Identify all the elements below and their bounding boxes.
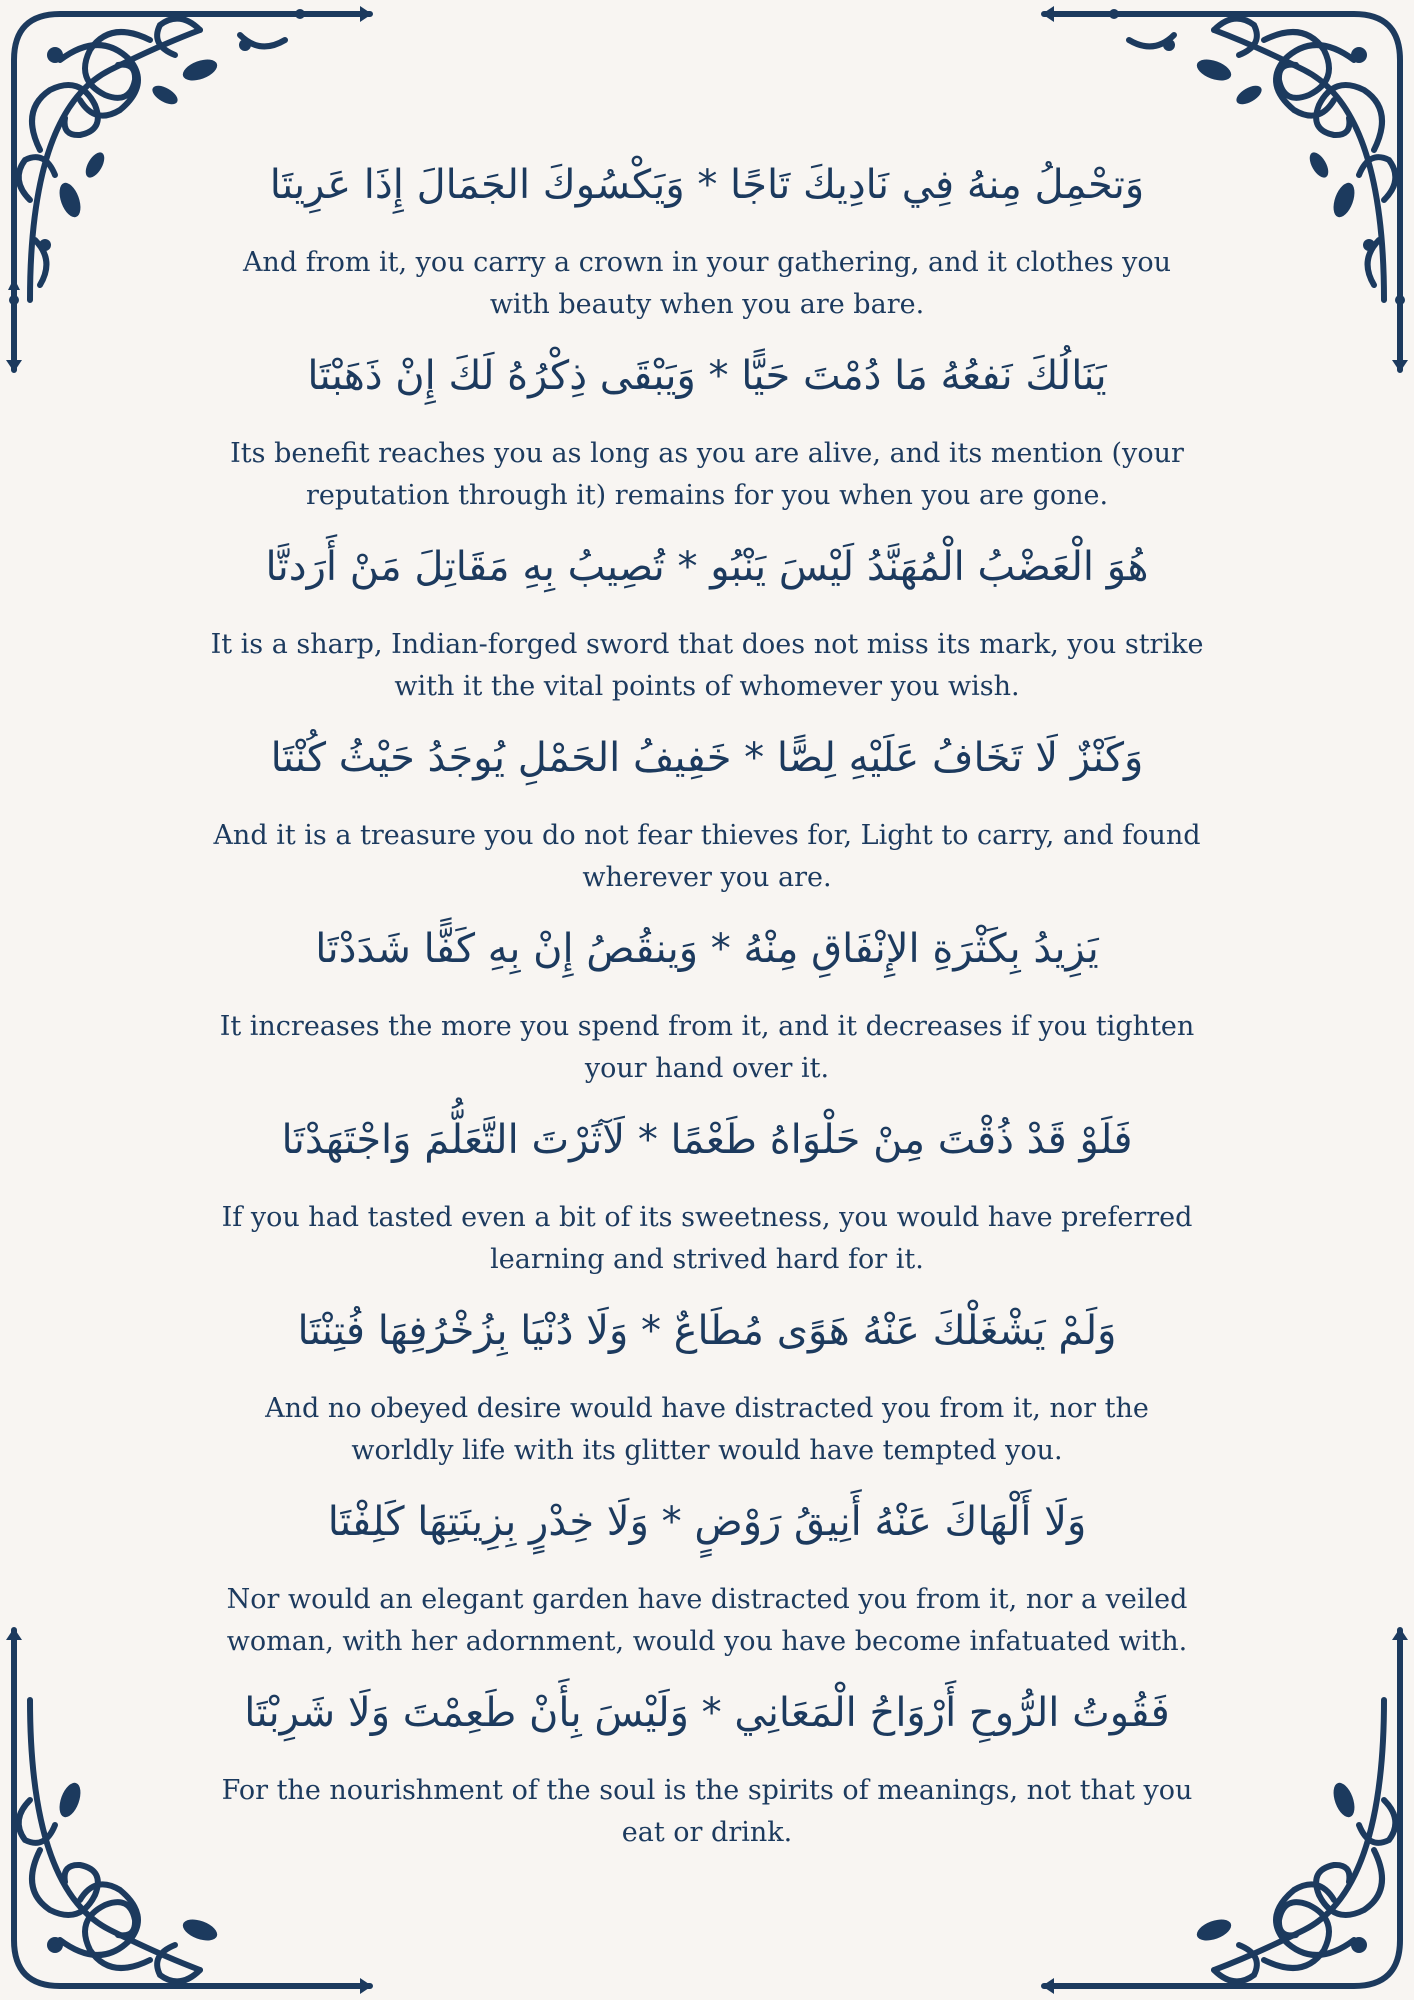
english-translation: It increases the more you spend from it, and it decreases if you tighten your hand over it.: [219, 1011, 1195, 1084]
verse-4: [190, 723, 1224, 914]
english-translation: And from it, you carry a crown in your gathering, and it clothes you with beauty when you are bare.: [242, 247, 1172, 320]
verse-8: [190, 1487, 1224, 1678]
verse-3: [190, 532, 1224, 723]
verse-5: [190, 914, 1224, 1105]
english-translation: Nor would an elegant garden have distracted you from it, nor a veiled woman, with her adornment, would you have become infatuated with.: [226, 1584, 1188, 1657]
english-translation: And no obeyed desire would have distracted you from it, nor the worldly life with its glitter would have tempted you.: [265, 1393, 1149, 1466]
arabic-verse-line: وَتحْمِلُ مِنهُ فِي نَادِيكَ تَاجًا * وَيَكْسُوكَ الجَمَالَ إِذَا عَرِيتَا: [269, 162, 1145, 208]
english-translation: Its benefit reaches you as long as you are alive, and its mention (your reputation through it) remains for you when you are gone.: [230, 438, 1184, 511]
arabic-verse-line: وَلَمْ يَشْغَلْكَ عَنْهُ هَوًى مُطَاعٌ * وَلَا دُنْيَا بِزُخْرُفِهَا فُتِنْتَا: [297, 1308, 1117, 1354]
verse-2: [190, 341, 1224, 532]
arabic-verse-line: يَزِيدُ بِكَثْرَةِ الإِنْفَاقِ مِنْهُ * وَينقُصُ إِنْ بِهِ كَفًّا شَدَدْتَا: [315, 926, 1099, 972]
english-translation: If you had tasted even a bit of its sweetness, you would have preferred learning and strived hard for it.: [221, 1202, 1193, 1275]
arabic-verse-line: فَقُوتُ الرُّوحِ أَرْوَاحُ الْمَعَانِي * وَلَيْسَ بِأَنْ طَعِمْتَ وَلَا شَرِبْتَا: [244, 1690, 1170, 1736]
arabic-verse-line: فَلَوْ قَدْ ذُقْتَ مِنْ حَلْوَاهُ طَعْمًا * لَآثَرْتَ التَّعَلُّمَ وَاجْتَهَدْتَا: [281, 1117, 1133, 1163]
arabic-verse-line: هُوَ الْعَضْبُ الْمُهَنَّدُ لَيْسَ يَنْبُو * تُصِيبُ بِهِ مَقَاتِلَ مَنْ أَرَدتَّا: [265, 544, 1149, 590]
arabic-verse-line: يَنَالُكَ نَفعُهُ مَا دُمْتَ حَيًّا * وَيَبْقَى ذِكْرُهُ لَكَ إِنْ ذَهَبْتَا: [307, 353, 1107, 399]
verse-9: [190, 1678, 1224, 1869]
english-translation: For the nourishment of the soul is the spirits of meanings, not that you eat or drink.: [221, 1775, 1193, 1848]
arabic-verse-line: وَلَا أَلْهَاكَ عَنْهُ أَنِيقُ رَوْضٍ * وَلَا خِدْرٍ بِزِينَتِهَا كَلِفْتَا: [327, 1499, 1087, 1545]
verse-6: [190, 1105, 1224, 1296]
poem-body: [190, 150, 1224, 1869]
arabic-verse-line: وَكَنْزٌ لَا تَخَافُ عَلَيْهِ لِصًّا * خَفِيفُ الحَمْلِ يُوجَدُ حَيْثُ كُنْتَا: [270, 735, 1144, 781]
english-translation: It is a sharp, Indian-forged sword that does not miss its mark, you strike with it the vital points of whomever you wish.: [210, 629, 1204, 702]
verse-1: [190, 150, 1224, 341]
english-translation: And it is a treasure you do not fear thieves for, Light to carry, and found wherever you are.: [213, 820, 1201, 893]
verse-7: [190, 1296, 1224, 1487]
